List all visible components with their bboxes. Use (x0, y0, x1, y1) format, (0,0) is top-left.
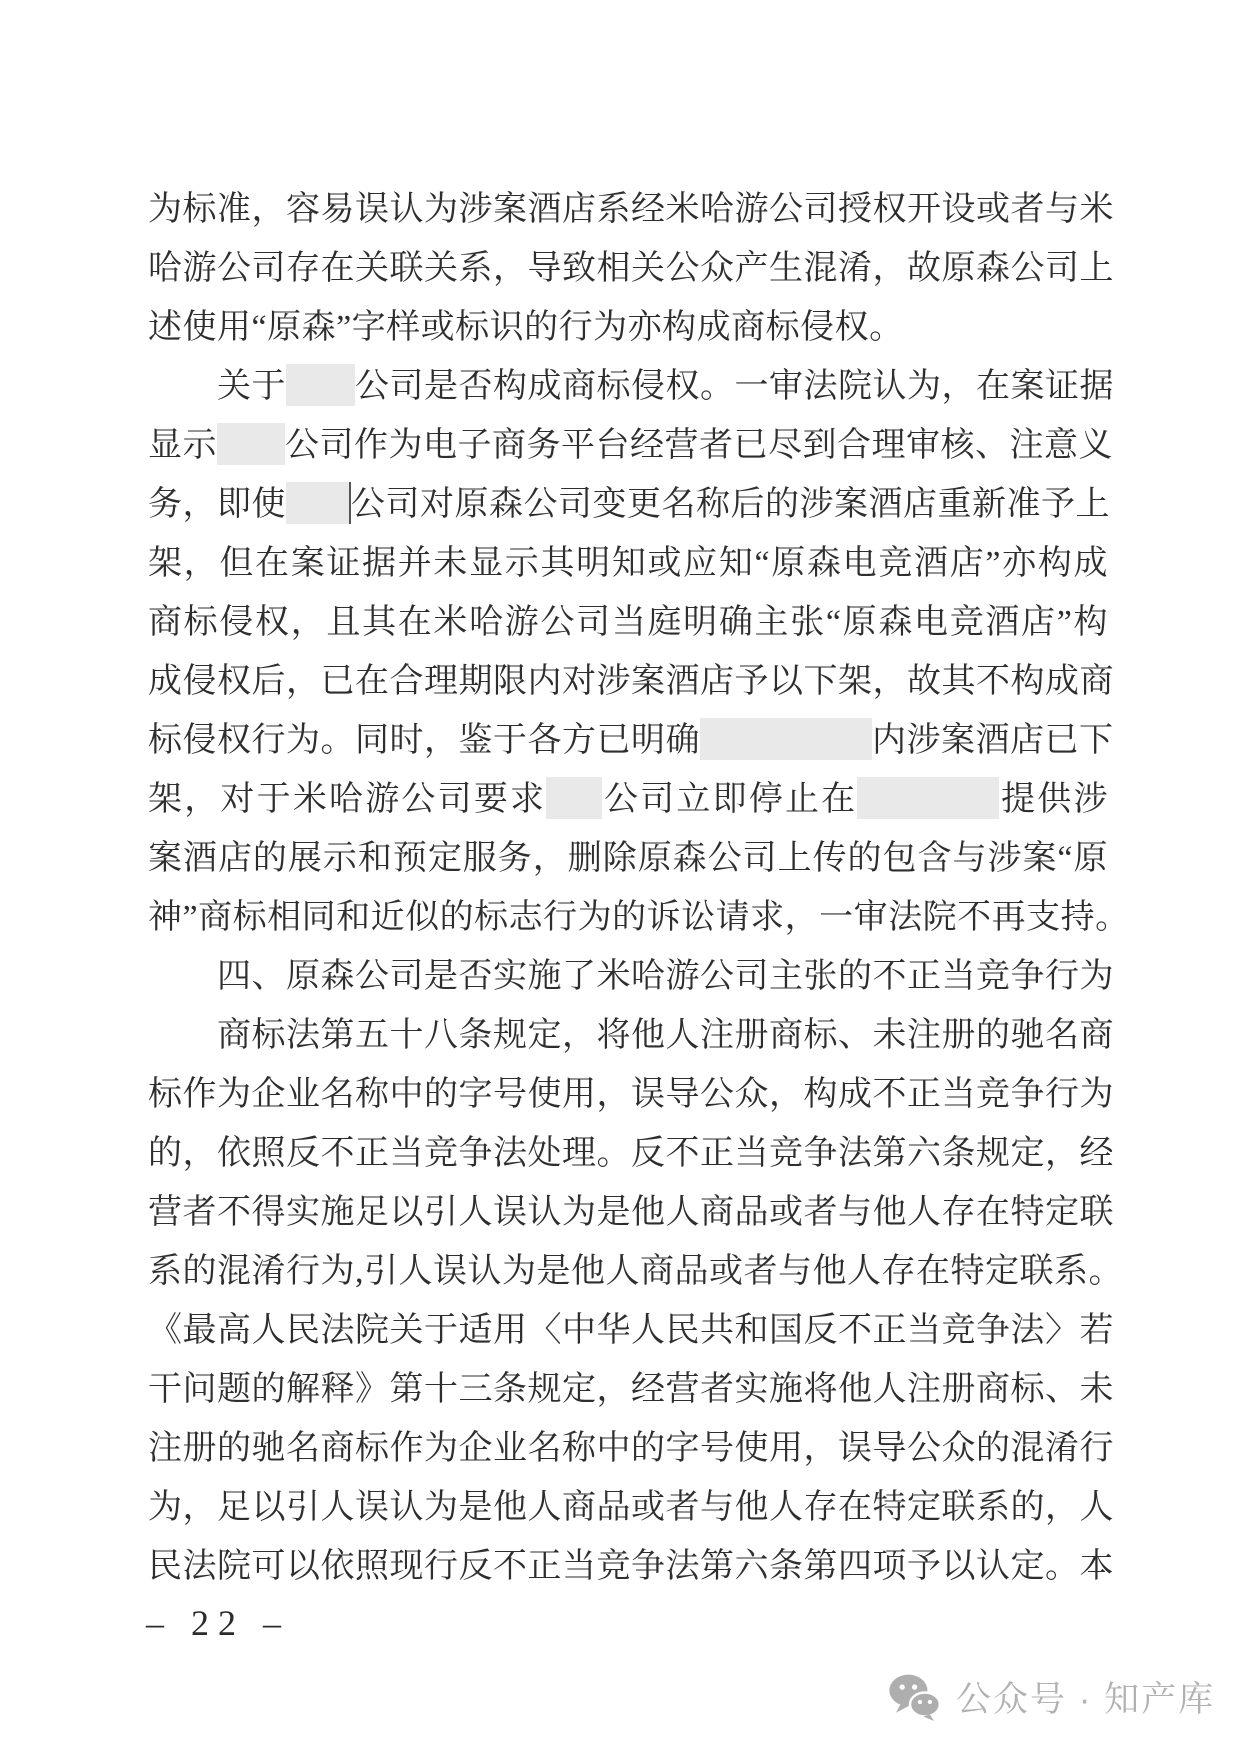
watermark (888, 1672, 1215, 1722)
text-run: 关于 (217, 368, 286, 405)
text-line (148, 357, 1114, 416)
redaction-box (286, 482, 351, 524)
text-line (148, 1242, 1123, 1301)
text-line (148, 1419, 1114, 1478)
text-line (148, 1006, 1114, 1065)
text-line (148, 534, 1108, 593)
text-line (148, 1065, 1114, 1124)
text-run: 公司立即停止在 (602, 781, 858, 818)
text-run: 注册的驰名商标作为企业名称中的字号使用，误导公众的混淆行 (148, 1430, 1114, 1467)
text-run: 为，足以引人误认为是他人商品或者与他人存在特定联系的，人 (148, 1489, 1114, 1526)
text-run: 营者不得实施足以引人误认为是他人商品或者与他人存在特定联 (148, 1194, 1114, 1231)
text-run: 为标准，容易误认为涉案酒店系经米哈游公司授权开设或者与米 (148, 191, 1114, 228)
text-line (148, 652, 1114, 711)
text-line (148, 711, 1114, 770)
text-line (148, 180, 1114, 239)
text-run: 述使用“原森”字样或标识的行为亦构成商标侵权。 (148, 309, 904, 346)
text-run: 务，即使 (148, 486, 286, 523)
text-line (148, 947, 1114, 1006)
redaction-box (217, 423, 285, 465)
text-line (148, 770, 1108, 829)
text-run: 提供涉 (999, 781, 1109, 818)
text-run: 标作为企业名称中的字号使用，误导公众，构成不正当竞争行为 (148, 1076, 1114, 1113)
text-run: 的，依照反不正当竞争法处理。反不正当竞争法第六条规定，经 (148, 1135, 1114, 1172)
watermark-text: 公众号 · 知产库 (956, 1680, 1216, 1719)
text-line (148, 1183, 1114, 1242)
text-run: 哈游公司存在关联关系，导致相关公众产生混淆，故原森公司上 (148, 250, 1114, 287)
text-run: 民法院可以依照现行反不正当竞争法第六条第四项予以认定。本 (148, 1548, 1114, 1585)
text-run: 标侵权行为。同时，鉴于各方已明确 (148, 722, 700, 759)
page-number: – 22 – (146, 1603, 290, 1643)
text-run: 案酒店的展示和预定服务，删除原森公司上传的包含与涉案“原 (148, 840, 1108, 877)
text-run: 架，对于米哈游公司要求 (148, 781, 547, 818)
text-line (148, 829, 1108, 888)
text-run: 公司是否构成商标侵权。一审法院认为，在案证据 (355, 368, 1114, 405)
text-line (148, 1301, 1114, 1360)
text-run: 内涉案酒店已下 (872, 722, 1114, 759)
text-run: 商标侵权，且其在米哈游公司当庭明确主张“原森电竞酒店”构 (148, 604, 1108, 641)
text-run: 公司作为电子商务平台经营者已尽到合理审核、注意义 (285, 427, 1113, 464)
text-run: 四、原森公司是否实施了米哈游公司主张的不正当竞争行为 (217, 958, 1114, 995)
text-run: 干问题的解释》第十三条规定，经营者实施将他人注册商标、未 (148, 1371, 1114, 1408)
text-line (148, 1360, 1114, 1419)
text-run: 商标法第五十八条规定，将他人注册商标、未注册的驰名商 (217, 1017, 1114, 1054)
text-run: 《最高人民法院关于适用〈中华人民共和国反不正当竞争法〉若 (148, 1312, 1114, 1349)
redaction-box (857, 777, 999, 819)
text-line (148, 475, 1108, 534)
text-run: 显示 (148, 427, 217, 464)
text-run: 架，但在案证据并未显示其明知或应知“原森电竞酒店”亦构成 (148, 545, 1108, 582)
text-line (148, 1478, 1114, 1537)
judgment-text-body (148, 180, 1130, 1596)
text-line (148, 1124, 1114, 1183)
text-line (148, 239, 1114, 298)
text-line (148, 298, 1108, 357)
text-run: 神”商标相同和近似的标志行为的诉讼请求，一审法院不再支持。 (148, 899, 1130, 936)
text-run: 公司对原森公司变更名称后的涉案酒店重新准予上 (351, 486, 1110, 523)
redaction-box (700, 718, 872, 760)
text-run: 成侵权后，已在合理期限内对涉案酒店予以下架，故其不构成商 (148, 663, 1114, 700)
text-run: 系的混淆行为,引人误认为是他人商品或者与他人存在特定联系。 (148, 1253, 1123, 1290)
redaction-box (286, 364, 355, 406)
text-line (148, 1537, 1114, 1596)
text-line (148, 416, 1113, 475)
text-line (148, 888, 1130, 947)
wechat-icon (888, 1673, 942, 1721)
text-line (148, 593, 1108, 652)
redaction-box (546, 777, 602, 819)
